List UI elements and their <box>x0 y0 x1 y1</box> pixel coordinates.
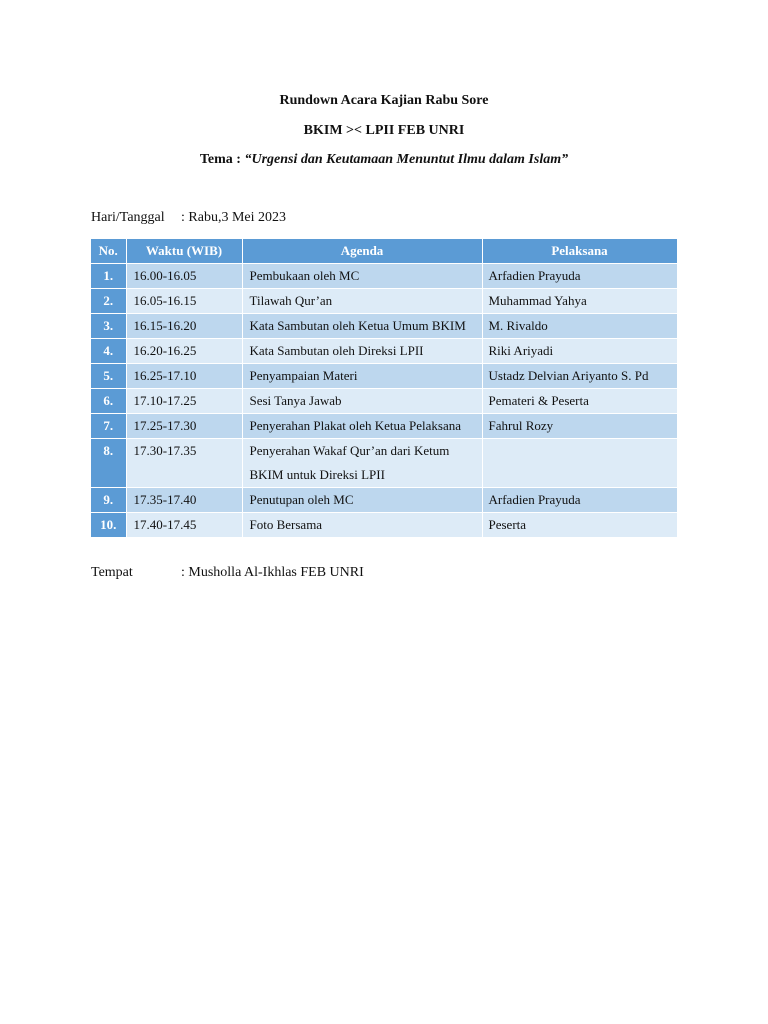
row-number: 10. <box>91 513 126 538</box>
row-number: 7. <box>91 414 126 439</box>
table-row <box>91 289 677 314</box>
row-pelaksana: Arfadien Prayuda <box>482 488 677 513</box>
table-row <box>91 389 677 414</box>
header-pelaksana: Pelaksana <box>482 239 677 264</box>
row-number: 4. <box>91 339 126 364</box>
row-pelaksana <box>482 439 677 488</box>
row-time: 17.10-17.25 <box>126 389 242 414</box>
row-agenda: Penyampaian Materi <box>242 364 482 389</box>
place-value: : Musholla Al-Ikhlas FEB UNRI <box>181 565 364 580</box>
table-row <box>91 439 677 488</box>
document-theme <box>0 151 768 169</box>
row-pelaksana: Arfadien Prayuda <box>482 264 677 289</box>
row-number: 3. <box>91 314 126 339</box>
row-time: 17.40-17.45 <box>126 513 242 538</box>
date-value: : Rabu,3 Mei 2023 <box>181 210 286 225</box>
date-label: Hari/Tanggal <box>91 210 165 225</box>
row-agenda: Pembukaan oleh MC <box>242 264 482 289</box>
row-agenda: Penyerahan Plakat oleh Ketua Pelaksana <box>242 414 482 439</box>
table-row <box>91 264 677 289</box>
row-time: 16.25-17.10 <box>126 364 242 389</box>
row-pelaksana: Pemateri & Peserta <box>482 389 677 414</box>
rundown-table <box>91 239 678 538</box>
table-row <box>91 314 677 339</box>
row-number: 2. <box>91 289 126 314</box>
row-agenda: Penutupan oleh MC <box>242 488 482 513</box>
table-row <box>91 339 677 364</box>
row-number: 9. <box>91 488 126 513</box>
place-label: Tempat <box>91 565 133 580</box>
row-number: 1. <box>91 264 126 289</box>
row-agenda: Sesi Tanya Jawab <box>242 389 482 414</box>
table-row <box>91 513 677 538</box>
header-agenda: Agenda <box>242 239 482 264</box>
row-time: 17.35-17.40 <box>126 488 242 513</box>
row-agenda: Kata Sambutan oleh Direksi LPII <box>242 339 482 364</box>
row-agenda: Kata Sambutan oleh Ketua Umum BKIM <box>242 314 482 339</box>
table-row <box>91 488 677 513</box>
row-time: 16.00-16.05 <box>126 264 242 289</box>
row-number: 8. <box>91 439 126 488</box>
row-time: 16.20-16.25 <box>126 339 242 364</box>
row-number: 6. <box>91 389 126 414</box>
row-time: 16.05-16.15 <box>126 289 242 314</box>
row-agenda: Foto Bersama <box>242 513 482 538</box>
table-header-row <box>91 239 677 264</box>
theme-text: “Urgensi dan Keutamaan Menuntut Ilmu dalam Islam” <box>244 152 569 167</box>
row-pelaksana: Ustadz Delvian Ariyanto S. Pd <box>482 364 677 389</box>
row-agenda: Tilawah Qur’an <box>242 289 482 314</box>
row-pelaksana: Fahrul Rozy <box>482 414 677 439</box>
row-pelaksana: M. Rivaldo <box>482 314 677 339</box>
row-pelaksana: Peserta <box>482 513 677 538</box>
row-number: 5. <box>91 364 126 389</box>
document-title: Rundown Acara Kajian Rabu Sore <box>279 93 489 108</box>
row-time: 16.15-16.20 <box>126 314 242 339</box>
table-row <box>91 414 677 439</box>
place-line <box>91 564 364 582</box>
table-row <box>91 364 677 389</box>
row-pelaksana: Riki Ariyadi <box>482 339 677 364</box>
row-time: 17.25-17.30 <box>126 414 242 439</box>
header-time: Waktu (WIB) <box>126 239 242 264</box>
row-time: 17.30-17.35 <box>126 439 242 488</box>
document-subtitle: BKIM >< LPII FEB UNRI <box>303 123 465 138</box>
header-no: No. <box>91 239 126 264</box>
row-agenda: Penyerahan Wakaf Qur’an dari Ketum BKIM untuk Direksi LPII <box>242 439 482 488</box>
date-line <box>91 209 286 227</box>
row-pelaksana: Muhammad Yahya <box>482 289 677 314</box>
theme-label: Tema : <box>199 152 245 167</box>
